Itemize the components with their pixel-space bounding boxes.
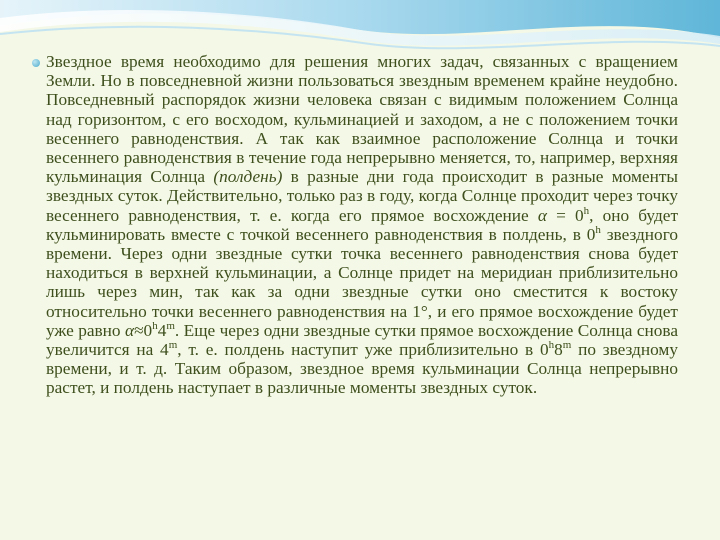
- bullet-icon: [32, 59, 40, 67]
- body-paragraph: Звездное время необходимо для решения многих задач, связанных с вращением Земли. Но в повседневной жизни пользоваться звездным временем крайне неудобно. Повседневный распорядок жизни человека связан с видимым положением Солнца над горизонтом, с его восходом, кульминацией и заходом, а не с положением точки весеннего равноденствия. А так как взаимное расположение Солнца и точки весеннего равноденствия в течение года непрерывно меняется, то, например, верхняя кульминация Солнца (полдень) в разные дни года происходит в разные моменты звездных суток. Действительно, только раз в году, когда Солнце проходит через точку весеннего равноденствия, т. е. когда его прямое восхождение $\alpha = 0^h$, оно будет кульминировать вместе с точкой весеннего равноденствия в полдень, в 0$^h$ звездного времени. Через одни звездные сутки точка весеннего равноденствия снова будет находиться в верхней кульминации, а Солнце придет на меридиан приблизительно лишь через мин, так как за одни звездные сутки оно сместится к востоку относительно точки весеннего равноденствия на 1°, и его прямое восхождение будет уже равно $\alpha\approx 0^h4^m$. Еще через одни звездные сутки прямое восхождение Солнца снова увеличится на 4$^m$, т. е. полдень наступит уже приблизительно в 0$^h$8$^m$ по звездному времени, и т. д. Таким образом, звездное время кульминации Солнца непрерывно растет, и полдень наступает в различные моменты звездных суток.: [46, 52, 678, 398]
- text-block: [46, 52, 678, 398]
